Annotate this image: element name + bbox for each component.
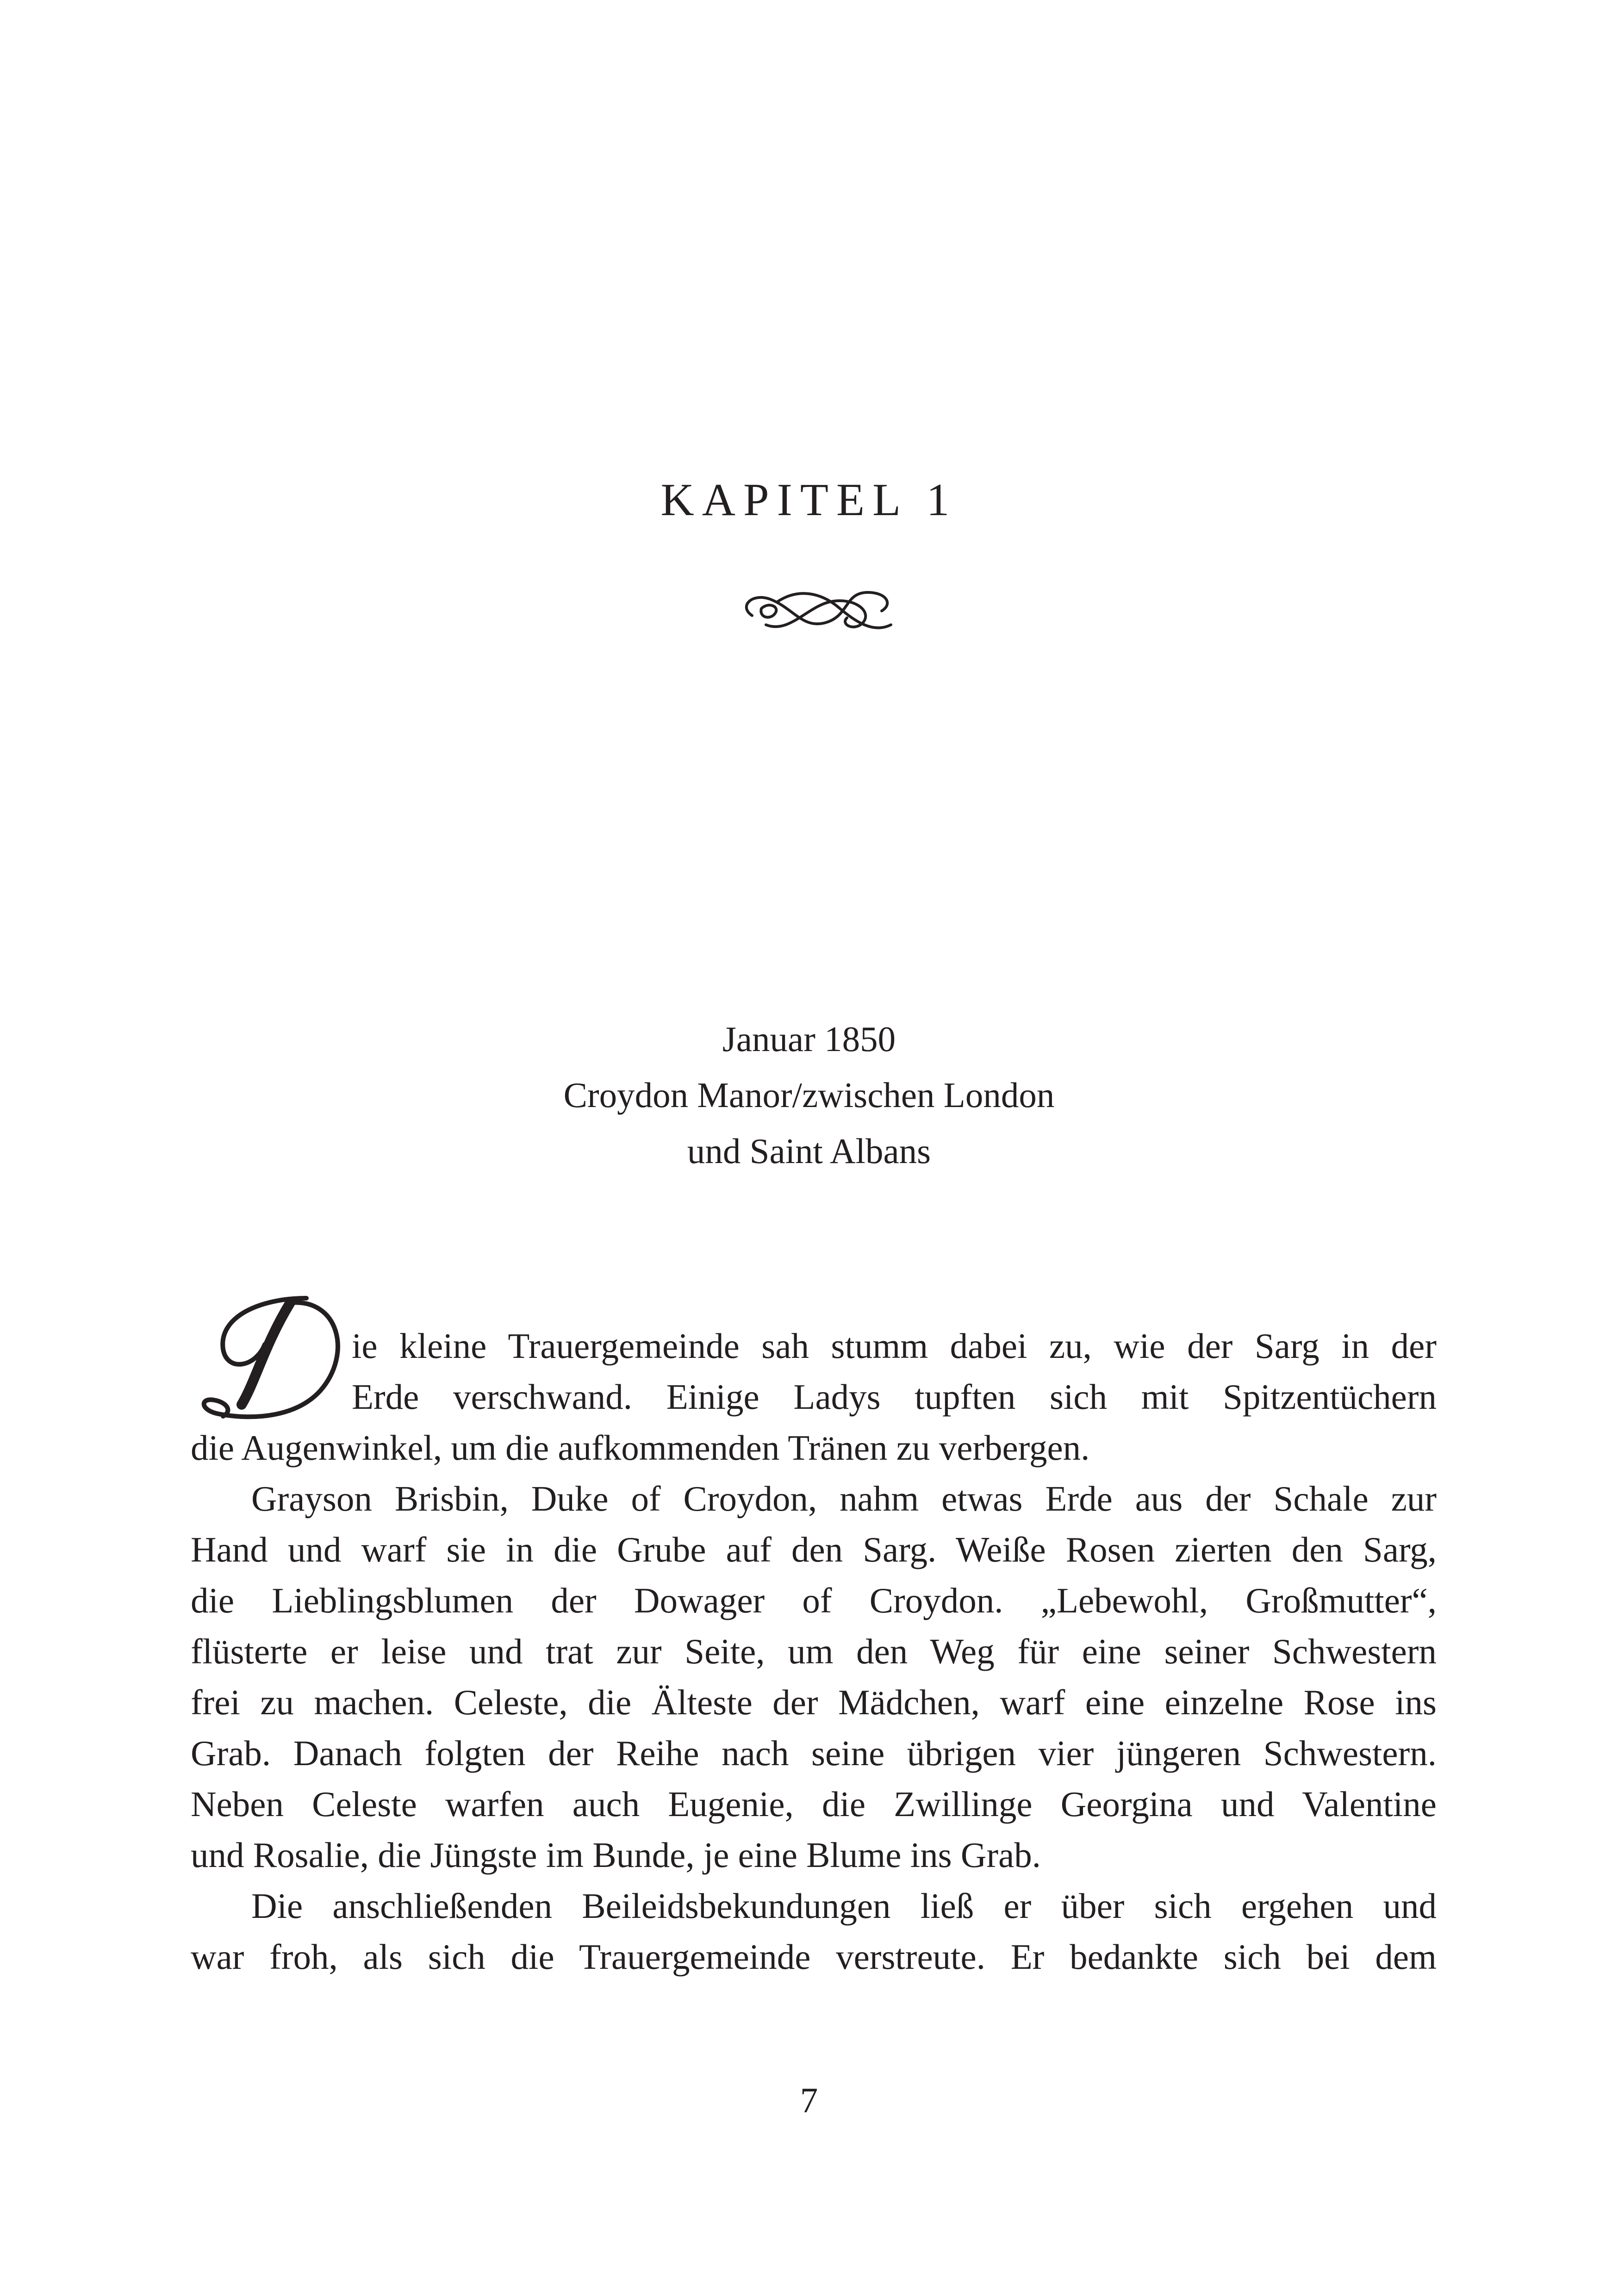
body-line: Grab. Danach folgten der Reihe nach seine übrigen vier jüngeren Schwestern. <box>191 1733 1437 1773</box>
page-number: 7 <box>800 2080 818 2120</box>
body-line: die Lieblingsblumen der Dowager of Croydon. „Lebewohl, Großmutter“, <box>191 1580 1437 1620</box>
body-line: ie kleine Trauergemeinde sah stumm dabei zu, wie der Sarg in der <box>352 1326 1437 1366</box>
body-text <box>191 1320 1437 1982</box>
body-line: Hand und warf sie in die Grube auf den Sarg. Weiße Rosen zierten den Sarg, <box>191 1530 1437 1569</box>
body-line: die Augenwinkel, um die aufkommenden Tränen zu verbergen. <box>191 1428 1090 1468</box>
date-line: Januar 1850 <box>722 1019 896 1059</box>
body-line: frei zu machen. Celeste, die Älteste der Mädchen, warf eine einzelne Rose ins <box>191 1682 1437 1722</box>
chapter-heading: KAPITEL 1 <box>660 474 958 525</box>
body-line: Erde verschwand. Einige Ladys tupften sich mit Spitzentüchern <box>352 1377 1437 1417</box>
body-line: war froh, als sich die Trauergemeinde verstreute. Er bedankte sich bei dem <box>191 1937 1437 1977</box>
flourish-ornament-icon <box>734 574 900 643</box>
body-line: Grayson Brisbin, Duke of Croydon, nahm etwas Erde aus der Schale zur <box>251 1479 1437 1518</box>
body-line: Die anschließenden Beileidsbekundungen ließ er über sich ergehen und <box>251 1886 1437 1926</box>
place-line-continued: und Saint Albans <box>687 1131 931 1171</box>
body-line: und Rosalie, die Jüngste im Bunde, je eine Blume ins Grab. <box>191 1835 1041 1875</box>
body-line: flüsterte er leise und trat zur Seite, um den Weg für eine seiner Schwestern <box>191 1631 1437 1671</box>
place-line: Croydon Manor/zwischen London <box>563 1075 1055 1115</box>
place-date-block <box>0 1011 1618 1179</box>
body-line: Neben Celeste warfen auch Eugenie, die Zwillinge Georgina und Valentine <box>191 1784 1437 1824</box>
